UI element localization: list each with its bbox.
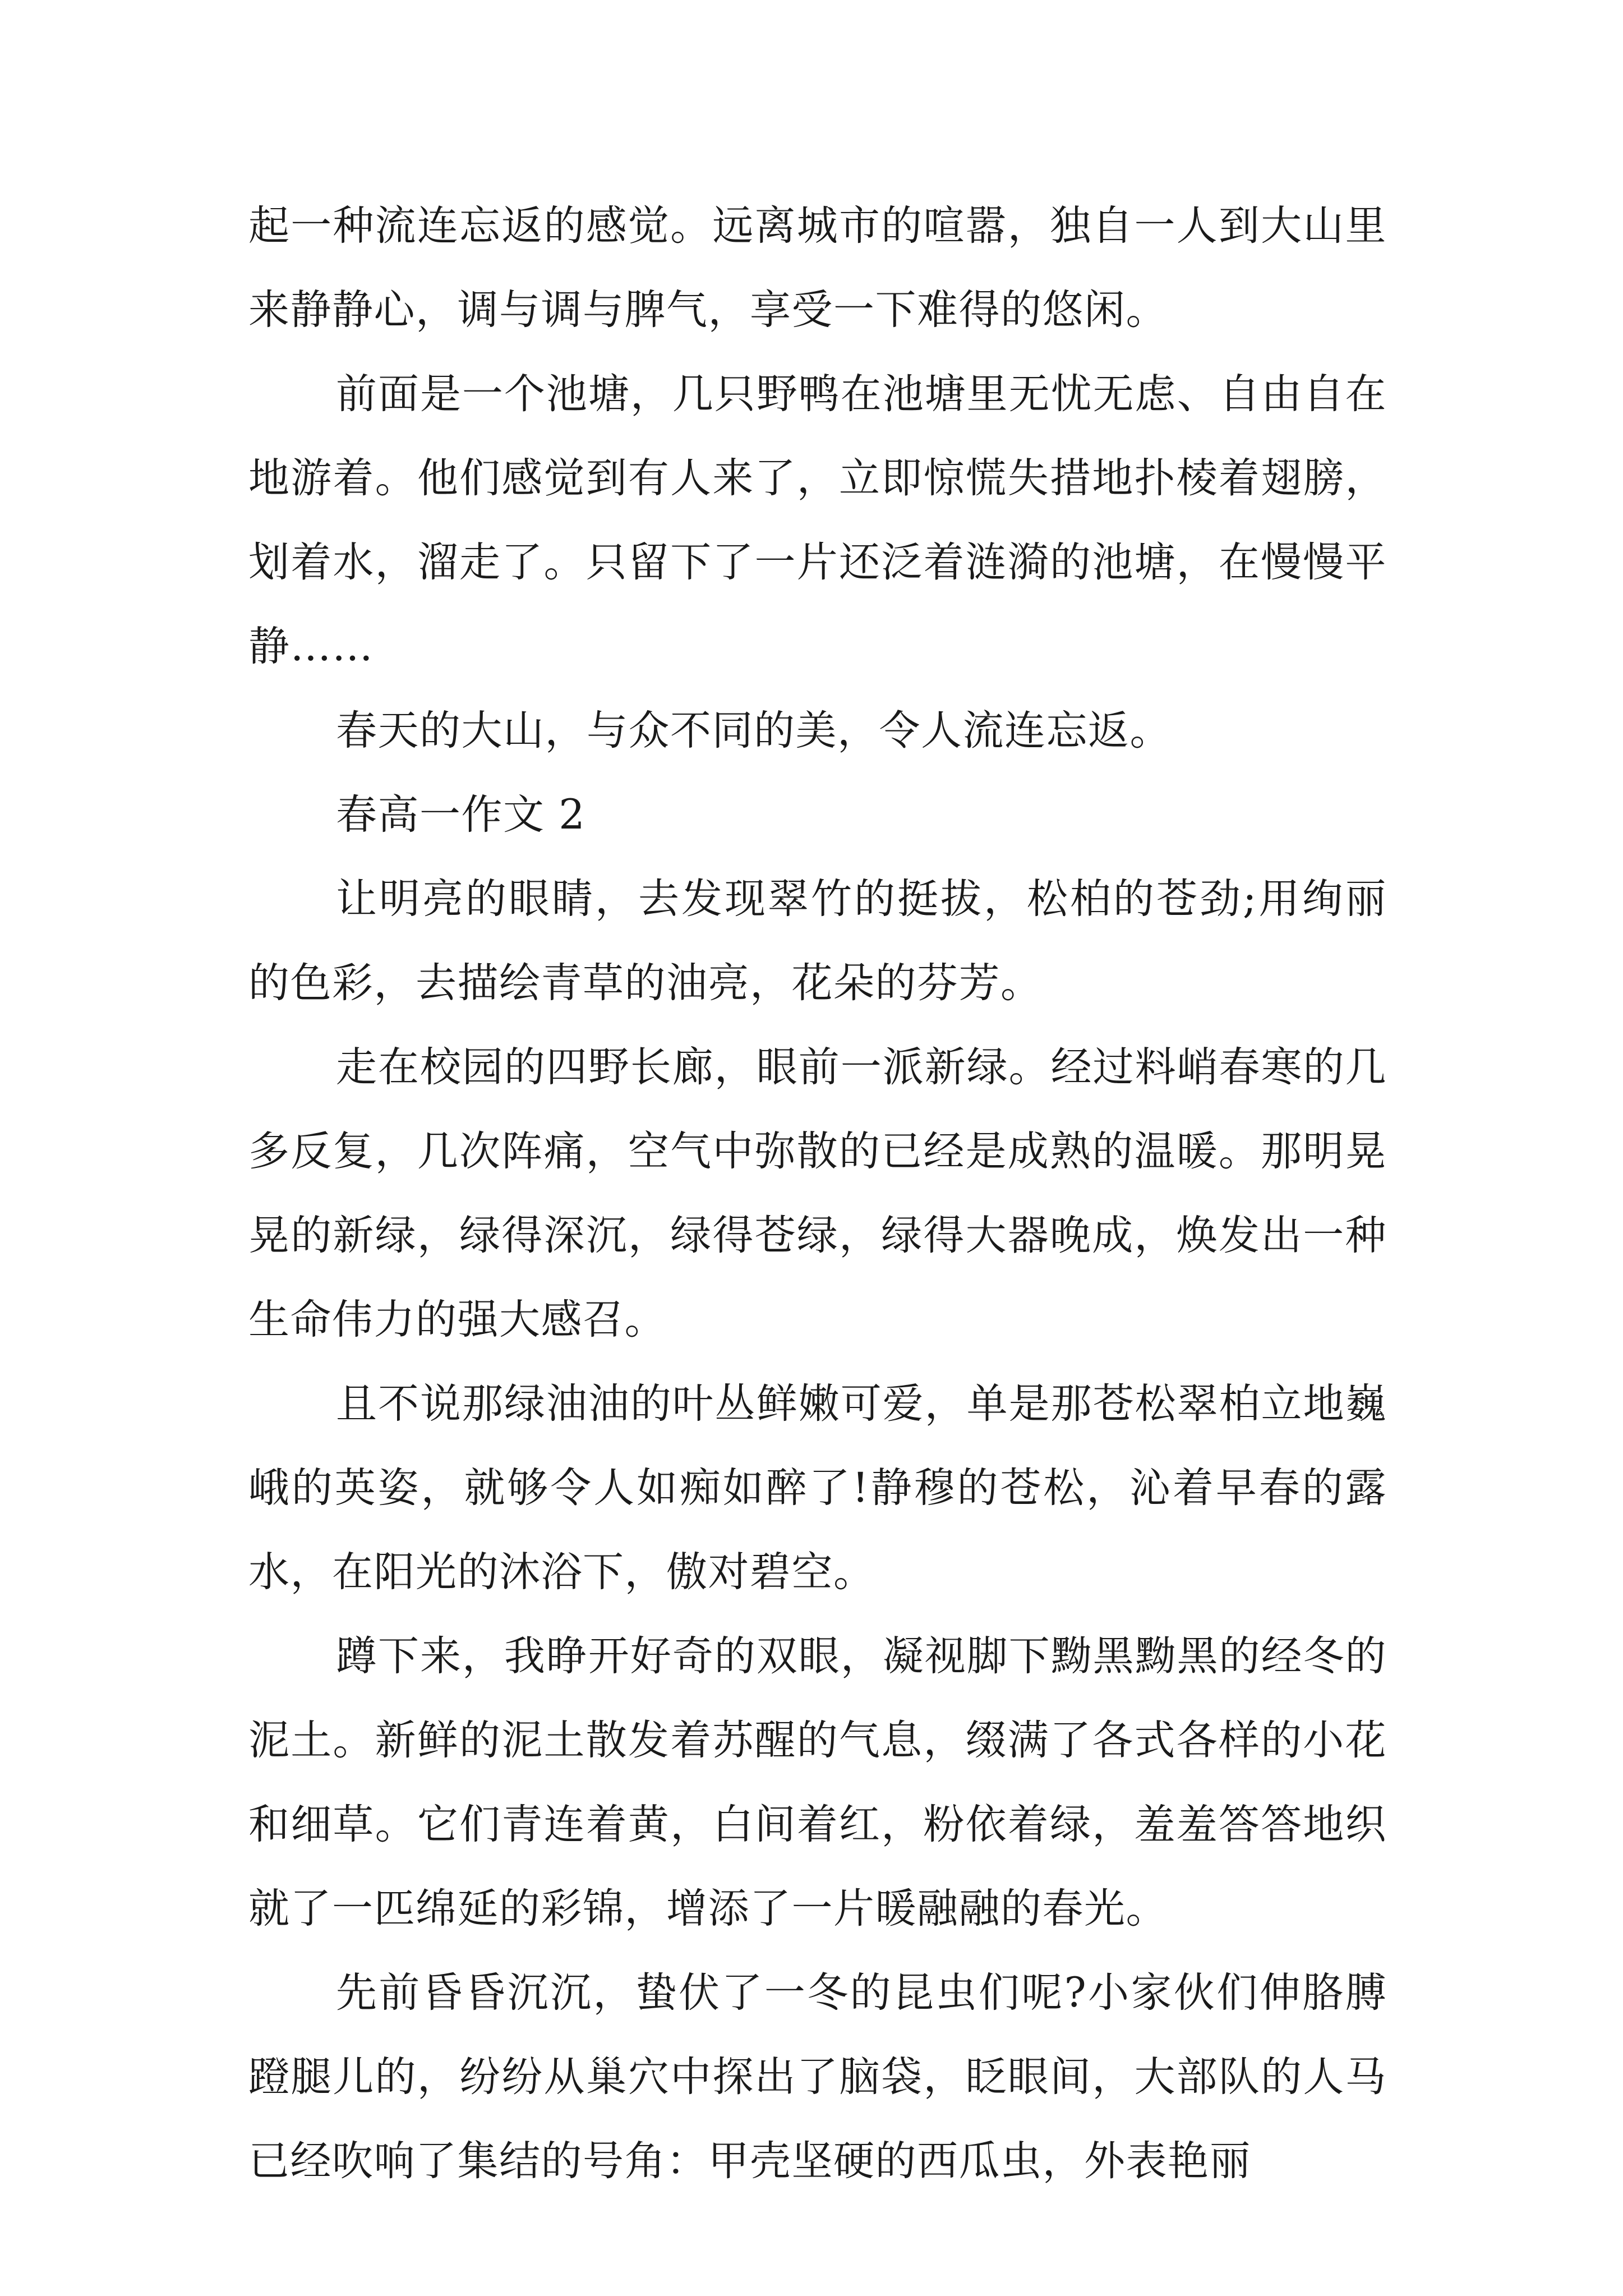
paragraph-6: 走在校园的四野长廊，眼前一派新绿。经过料峭春寒的几多反复，几次阵痛，空气中弥散的已经是成熟的温暖。那明晃晃的新绿，绿得深沉，绿得苍绿，绿得大器晚成，焕发出一种生命伟力的强大感召。 (248, 1043, 1387, 1343)
paragraph-8: 蹲下来，我睁开好奇的双眼，凝视脚下黝黑黝黑的经冬的泥土。新鲜的泥土散发着苏醒的气息，缀满了各式各样的小花和细草。它们青连着黄，白间着红，粉依着绿，羞羞答答地织就了一匹绵延的彩锦，增添了一片暖融融的春光。 (248, 1632, 1387, 1932)
paragraph-1: 起一种流连忘返的感觉。远离城市的喧嚣，独自一人到大山里来静静心，调与调与脾气，享受一下难得的悠闲。 (248, 202, 1387, 334)
section-heading: 春高一作文 2 (336, 791, 586, 839)
paragraph-5: 让明亮的眼睛，去发现翠竹的挺拔，松柏的苍劲;用绚丽的色彩，去描绘青草的油亮，花朵的芬芳。 (248, 875, 1387, 1007)
paragraph-7: 且不说那绿油油的叶丛鲜嫩可爱，单是那苍松翠柏立地巍峨的英姿，就够令人如痴如醉了!静穆的苍松，沁着早春的露水，在阳光的沐浴下，傲对碧空。 (248, 1380, 1387, 1596)
paragraph-3: 春天的大山，与众不同的美，令人流连忘返。 (336, 707, 1172, 754)
document-page (248, 184, 1387, 2203)
paragraph-9: 先前昏昏沉沉，蛰伏了一冬的昆虫们呢?小家伙们伸胳膊蹬腿儿的，纷纷从巢穴中探出了脑袋，眨眼间，大部队的人马已经吹响了集结的号角：甲壳坚硬的西瓜虫，外表艳丽 (248, 1969, 1387, 2185)
paragraph-2: 前面是一个池塘，几只野鸭在池塘里无忧无虑、自由自在地游着。他们感觉到有人来了，立即惊慌失措地扑棱着翅膀，划着水，溜走了。只留下了一片还泛着涟漪的池塘，在慢慢平静…… (248, 370, 1387, 670)
